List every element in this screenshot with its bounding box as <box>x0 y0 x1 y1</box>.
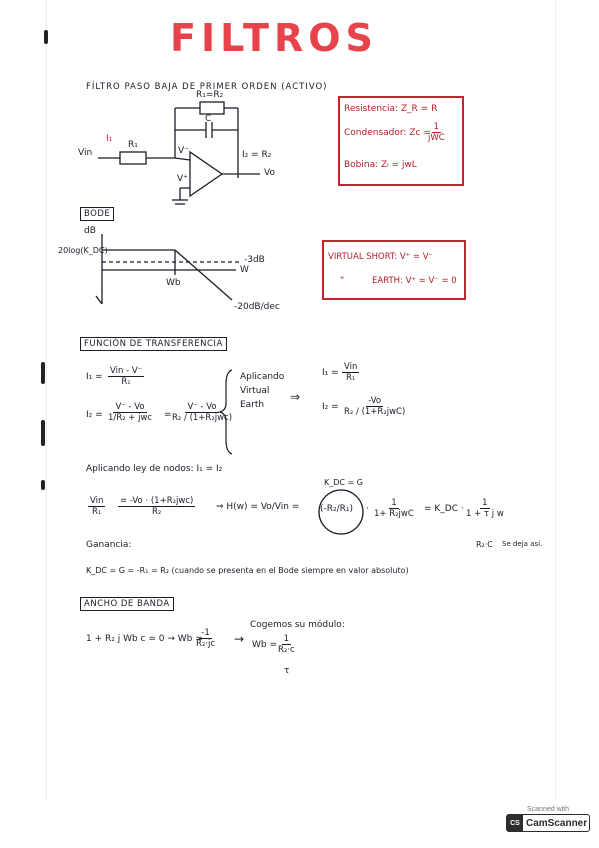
modulo-note: Cogemos su módulo: <box>250 620 345 630</box>
scanned-with-text: Scanned with <box>526 806 570 813</box>
result-i2-lhs: I₂ = <box>322 402 339 412</box>
gain-text: K_DC = G = -R₁ = R₂ (cuando se presenta en el Bode siempre en valor absoluto) <box>86 566 409 575</box>
ditto-mark: " <box>340 276 345 286</box>
virtual-text: Virtual <box>240 386 270 396</box>
multiply-dot: · <box>366 504 369 514</box>
result-i1-fraction: Vin R₁ <box>344 362 358 383</box>
bandwidth-label: ANCHO DE BANDA <box>80 597 174 611</box>
kdc-tag: K_DC = G <box>324 478 363 487</box>
circuit-vminus-label: V⁻ <box>178 146 189 156</box>
bandwidth-fraction: $\frac{-1}{\text{R₂·jc}}$ <box>196 628 216 649</box>
virtual-earth-text: EARTH: V⁺ = V⁻ = 0 <box>372 276 457 286</box>
bode-w-label: W <box>240 265 249 275</box>
circuit-vo-label: Vo <box>264 168 275 178</box>
circuit-i2-label: I₂ = R₂ <box>242 150 272 160</box>
i2-fraction-simplified: V⁻ - Vo R₂ / (1+R₂jwc) <box>172 402 233 423</box>
section-subtitle: FÍLTRO PASO BAJA DE PRIMER ORDEN (ACTIVO) <box>86 82 328 92</box>
aplicando-text: Aplicando <box>240 372 285 382</box>
kdc-circled-value: (-R₂/R₁) <box>320 504 354 514</box>
node-law-text: Aplicando ley de nodos: I₁ = I₂ <box>86 464 223 474</box>
wb-lhs: Wb = <box>252 640 278 650</box>
circuit-r1r2-label: R₁=R₂ <box>196 90 224 100</box>
tau-note: Se deja así. <box>502 540 543 548</box>
bode-label: BODE <box>80 207 114 221</box>
node-lhs-fraction: Vin R₁ <box>90 496 104 517</box>
i1-fraction: Vin - V⁻ R₁ <box>110 366 143 387</box>
transfer-h-expression: ⇒ H(w) = Vo/Vin = <box>216 502 300 512</box>
i2-equals: = <box>164 410 172 420</box>
i1-lhs: I₁ = <box>86 372 103 382</box>
bandwidth-arrow: → <box>234 632 245 646</box>
virtual-short-text: VIRTUAL SHORT: V⁺ = V⁻ <box>328 252 433 262</box>
bode-slope-label: -20dB/dec <box>234 302 280 312</box>
camscanner-brand: CamScanner <box>526 817 588 829</box>
implies-arrow: ⇒ <box>290 390 301 404</box>
transfer-function-label: FUNCIÓN DE TRANSFERENCIA <box>80 337 227 351</box>
camscanner-watermark <box>506 806 590 832</box>
circuit-vin-label: Vin <box>78 148 93 158</box>
camscanner-logo <box>506 814 590 832</box>
bode-db-axis: dB <box>84 226 96 236</box>
circuit-r1-label: R₁ <box>128 140 138 150</box>
condensador-text: Condensador: Zc = <box>344 128 431 138</box>
tau-definition: R₂·C <box>476 540 493 549</box>
camscanner-icon: CS <box>507 815 523 831</box>
wb-fraction: $\frac{1}{\text{R₂·c}}$ <box>278 634 295 655</box>
page-title: FILTROS <box>170 16 378 60</box>
earth-text: Earth <box>240 400 265 410</box>
bandwidth-equation: 1 + R₂ j Wb c = 0 → Wb = <box>86 634 203 644</box>
i2-fraction: V⁻ - Vo 1/R₂ + jwc <box>108 402 153 423</box>
condensador-fraction: 1 jWC <box>428 122 445 143</box>
node-mid-fraction: = -Vo · (1+R₂jwc) R₂ <box>120 496 194 517</box>
circuit-i1-label: I₁ <box>106 134 113 144</box>
result-i1-lhs: I₁ = <box>322 368 339 378</box>
result-i2-fraction: -Vo R₂ / (1+R₂jwC) <box>344 396 406 417</box>
i2-lhs: I₂ = <box>86 410 103 420</box>
circuit-vplus-label: V⁺ <box>177 174 188 184</box>
bobina-text: Bobina: Zₗ = jwL <box>344 160 417 170</box>
node-f3-fraction: $\frac{1}{\text{1 + τ j w}}$ <box>466 498 504 519</box>
wb-tau: τ <box>284 666 290 676</box>
node-f2-fraction: 1 1+ R₂jwC <box>374 498 414 519</box>
bode-level-label: 20log(K_DC) <box>58 246 108 255</box>
bode-minus3-label: -3dB <box>244 255 265 265</box>
gain-label: Ganancia: <box>86 540 132 550</box>
resistencia-text: Resistencia: Z_R = R <box>344 104 438 114</box>
circuit-c-label: C <box>205 114 212 124</box>
bode-wb-label: Wb <box>166 278 181 288</box>
kdc-equals: = K_DC · <box>424 504 464 514</box>
